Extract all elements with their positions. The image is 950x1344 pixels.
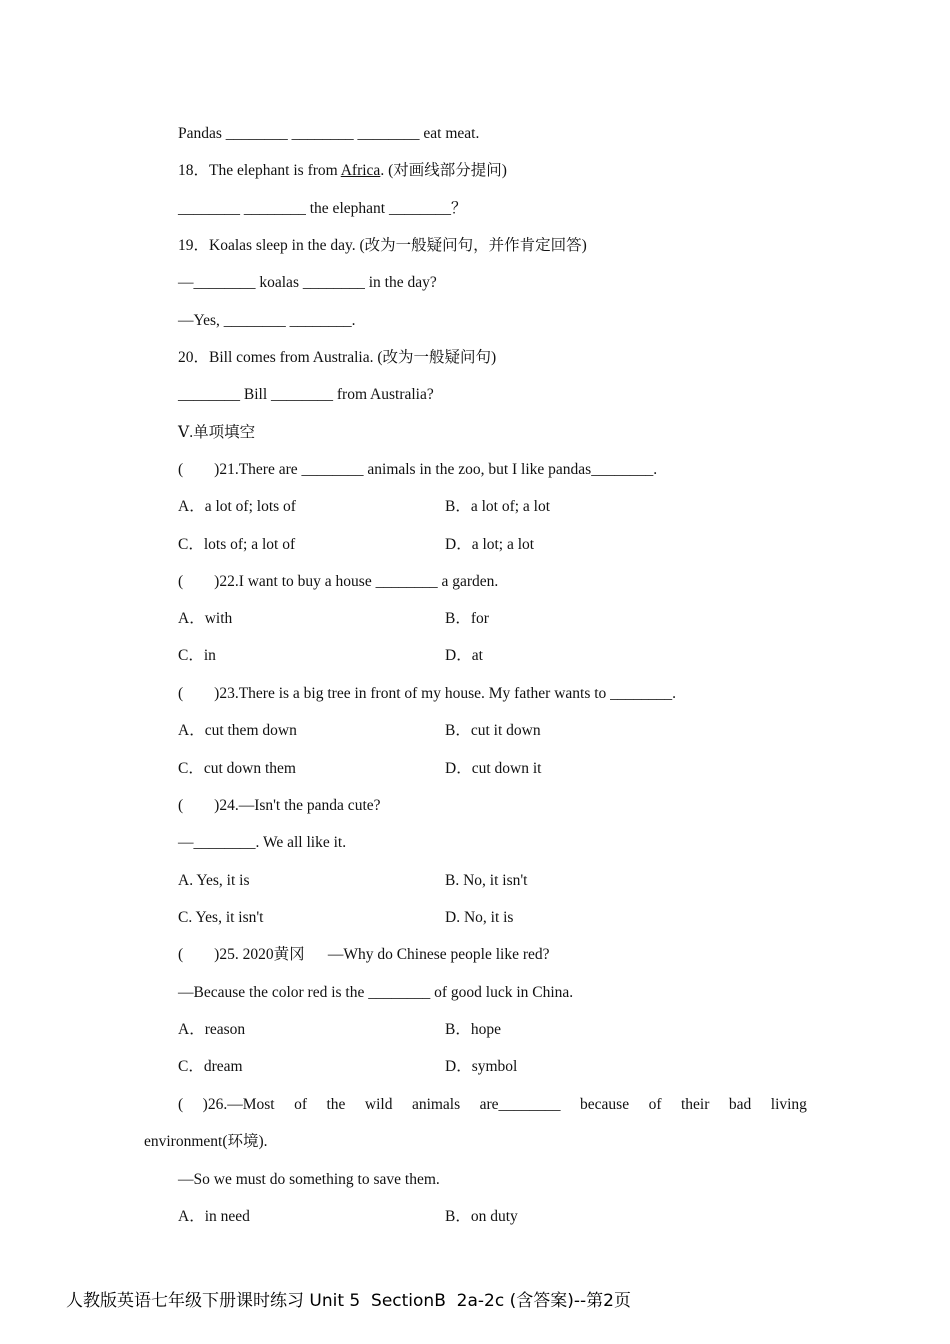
q24-option-c: C. Yes, it isn't (178, 909, 264, 926)
q22-option-c: C．in (178, 647, 216, 664)
q18-instruction: . (对画线部分提问) (380, 162, 507, 179)
q26-word: animals (411, 1096, 461, 1113)
question-18 (178, 161, 507, 181)
q18-text: The elephant is from (209, 162, 341, 179)
q24-option-b: B. No, it isn't (445, 872, 528, 889)
question-19: 19．Koalas sleep in the day. (改为一般疑问句，并作肯定回答) (178, 237, 587, 254)
q26-option-a: A．in need (178, 1208, 250, 1225)
q23-option-d: D．cut down it (445, 760, 542, 777)
q26-word: because (580, 1096, 630, 1113)
q25-reply-line: —Because the color red is the ________ of good luck in China. (178, 984, 574, 1001)
q25-option-d: D．symbol (445, 1058, 518, 1075)
q26-reply-line: —So we must do something to save them. (178, 1171, 440, 1188)
q21-option-b: B．a lot of; a lot (445, 498, 551, 515)
question-22: ( )22.I want to buy a house ________ a garden. (178, 573, 499, 590)
q26-continuation: environment(环境). (144, 1133, 268, 1150)
q18-underlined-word: Africa (340, 162, 381, 179)
page-footer: 人教版英语七年级下册课时练习 Unit 5 SectionB 2a-2c (含答案)--第2页 (66, 1291, 631, 1311)
q26-word: their (681, 1096, 710, 1113)
q24-option-d: D. No, it is (445, 909, 514, 926)
q26-word: ( (178, 1096, 184, 1113)
q21-option-d: D．a lot; a lot (445, 536, 535, 553)
question-21: ( )21.There are ________ animals in the zoo, but I like pandas________. (178, 461, 658, 478)
q20-answer-line: ________ Bill ________ from Australia? (178, 386, 434, 403)
q24-option-a: A. Yes, it is (178, 872, 250, 889)
q26-word: )26.—Most (202, 1096, 275, 1113)
q26-word: wild (364, 1096, 393, 1113)
q25-option-b: B．hope (445, 1021, 501, 1038)
question-26 (178, 1095, 807, 1115)
q18-number: 18． (178, 162, 210, 179)
q19-answer-line-2: —Yes, ________ ________. (178, 312, 356, 329)
question-24: ( )24.—Isn't the panda cute? (178, 797, 381, 814)
q23-option-c: C．cut down them (178, 760, 296, 777)
question-23: ( )23.There is a big tree in front of my house. My father wants to ________. (178, 685, 677, 702)
q21-option-a: A．a lot of; lots of (178, 498, 296, 515)
q26-word: living (770, 1096, 807, 1113)
q22-option-d: D．at (445, 647, 483, 664)
q26-option-b: B．on duty (445, 1208, 518, 1225)
q22-option-b: B．for (445, 610, 489, 627)
q26-word: of (648, 1096, 662, 1113)
q19-answer-line-1: —________ koalas ________ in the day? (178, 274, 437, 291)
q24-reply-line: —________. We all like it. (178, 834, 347, 851)
section-heading: Ⅴ.单项填空 (178, 424, 256, 441)
q22-option-a: A．with (178, 610, 233, 627)
q21-option-c: C．lots of; a lot of (178, 536, 296, 553)
q17-blank-line: Pandas ________ ________ ________ eat meat. (178, 125, 480, 142)
q18-answer-line: ________ ________ the elephant ________？ (178, 200, 467, 217)
q25-option-a: A．reason (178, 1021, 246, 1038)
q23-option-b: B．cut it down (445, 722, 541, 739)
q26-word: bad (728, 1096, 752, 1113)
q23-option-a: A．cut them down (178, 722, 297, 739)
question-20: 20．Bill comes from Australia. (改为一般疑问句) (178, 349, 497, 366)
q26-word: of (294, 1096, 307, 1113)
q26-word: the (326, 1096, 346, 1113)
question-25: ( )25. 2020黄冈 —Why do Chinese people like red? (178, 946, 550, 963)
q26-word: are________ (479, 1096, 561, 1113)
q25-option-c: C．dream (178, 1058, 243, 1075)
